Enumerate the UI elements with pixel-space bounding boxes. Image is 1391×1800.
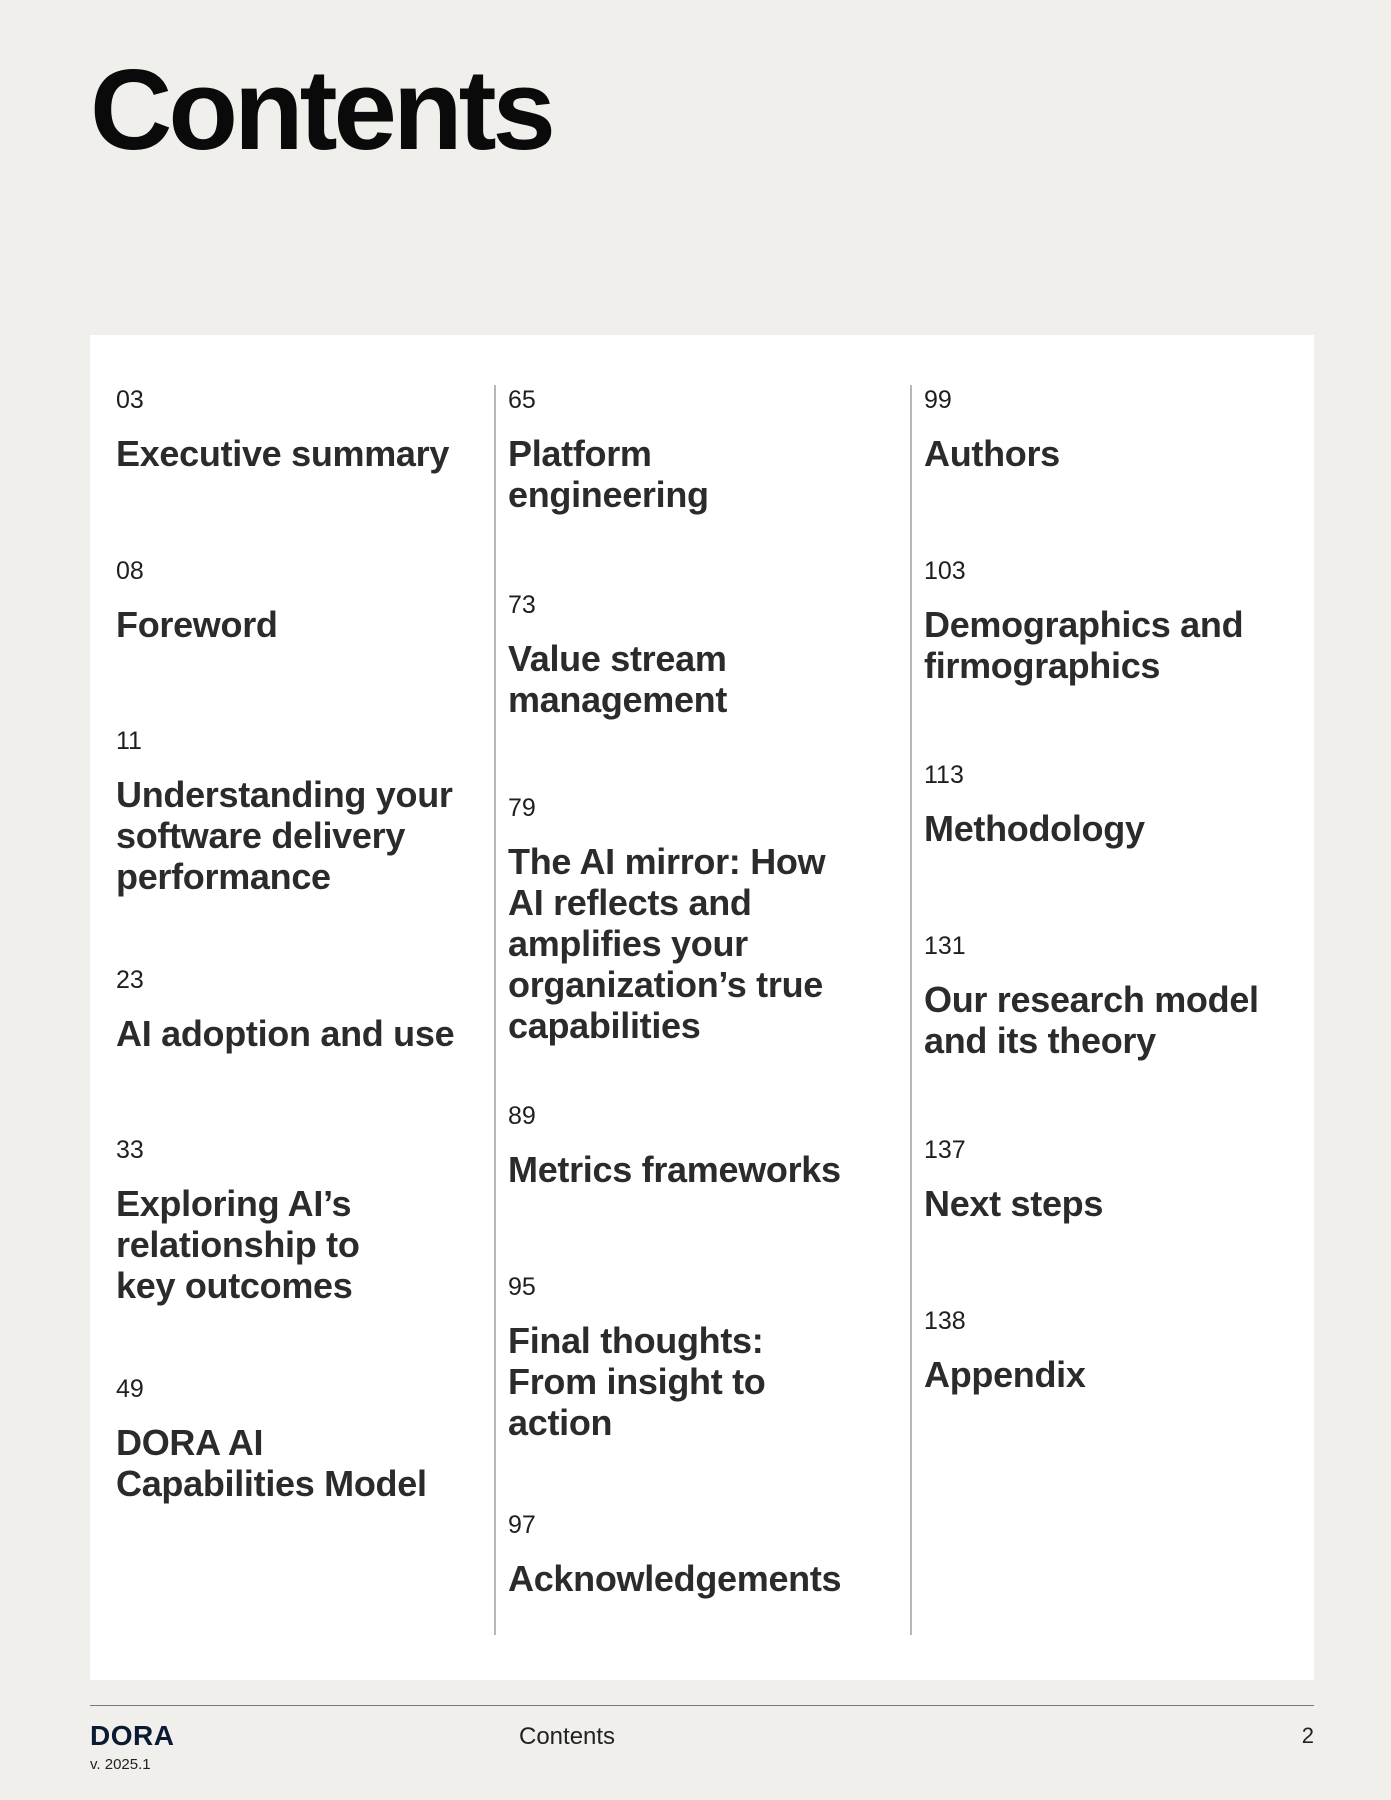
toc-entry-software-delivery[interactable] [116, 726, 484, 897]
toc-title: Understanding your software delivery performance [116, 774, 453, 897]
toc-entry-ai-mirror[interactable] [508, 793, 902, 1046]
toc-page-number: 113 [924, 761, 964, 789]
toc-title: Final thoughts: From insight to action [508, 1320, 766, 1443]
toc-page-number: 03 [116, 386, 144, 414]
toc-title: Acknowledgements [508, 1558, 842, 1599]
toc-page-number: 73 [508, 591, 536, 619]
toc-entry-appendix[interactable] [924, 1306, 1306, 1395]
toc-entry-authors[interactable] [924, 385, 1306, 474]
toc-entry-next-steps[interactable] [924, 1135, 1306, 1224]
toc-page-number: 11 [116, 727, 142, 755]
toc-page-number: 79 [508, 794, 536, 822]
toc-entry-demographics[interactable] [924, 556, 1306, 686]
toc-title: AI adoption and use [116, 1013, 455, 1054]
toc-page-number: 103 [924, 557, 966, 585]
toc-entry-foreword[interactable] [116, 556, 484, 645]
toc-column-1 [116, 385, 494, 1635]
toc-title: Our research model and its theory [924, 979, 1259, 1061]
toc-panel [90, 335, 1314, 1680]
toc-title: Foreword [116, 604, 278, 645]
toc-page-number: 33 [116, 1136, 144, 1164]
toc-entry-value-stream[interactable] [508, 590, 902, 720]
toc-entry-executive-summary[interactable] [116, 385, 484, 474]
toc-entry-ai-outcomes[interactable] [116, 1135, 484, 1306]
toc-title: Demographics and firmographics [924, 604, 1244, 686]
toc-title: Authors [924, 433, 1060, 474]
toc-entry-dora-ai-model[interactable] [116, 1374, 484, 1504]
toc-entry-final-thoughts[interactable] [508, 1272, 902, 1443]
page-title: Contents [90, 47, 552, 174]
toc-column-3 [910, 385, 1316, 1635]
footer-version: v. 2025.1 [90, 1756, 151, 1773]
toc-column-2 [494, 385, 912, 1635]
toc-page-number: 97 [508, 1511, 536, 1539]
toc-entry-acknowledgements[interactable] [508, 1510, 902, 1599]
toc-entry-research-model[interactable] [924, 931, 1306, 1061]
toc-title: Metrics frameworks [508, 1149, 841, 1190]
toc-title: Next steps [924, 1183, 1104, 1224]
toc-title: Exploring AI’s relationship to key outcomes [116, 1183, 360, 1306]
toc-page-number: 23 [116, 966, 144, 994]
toc-page-number: 95 [508, 1273, 536, 1301]
toc-title: The AI mirror: How AI reflects and amplifies your organization’s true capabilities [508, 841, 826, 1046]
toc-title: Platform engineering [508, 433, 709, 515]
footer-section-label: Contents [519, 1723, 616, 1750]
toc-title: Methodology [924, 808, 1145, 849]
toc-entry-platform-engineering[interactable] [508, 385, 902, 515]
toc-entry-ai-adoption[interactable] [116, 965, 484, 1054]
toc-page-number: 08 [116, 557, 144, 585]
toc-page-number: 131 [924, 932, 966, 960]
toc-page-number: 138 [924, 1307, 966, 1335]
toc-entry-methodology[interactable] [924, 760, 1306, 849]
toc-page-number: 89 [508, 1102, 536, 1130]
toc-page-number: 99 [924, 386, 952, 414]
toc-title: Appendix [924, 1354, 1086, 1395]
toc-page-number: 65 [508, 386, 536, 414]
toc-title: DORA AI Capabilities Model [116, 1422, 427, 1504]
toc-title: Executive summary [116, 433, 450, 474]
footer-divider [90, 1705, 1314, 1706]
toc-title: Value stream management [508, 638, 728, 720]
toc-entry-metrics-frameworks[interactable] [508, 1101, 902, 1190]
dora-logo: DORA [90, 1720, 175, 1751]
toc-page-number: 49 [116, 1375, 144, 1403]
footer-page-number: 2 [1301, 1723, 1314, 1748]
toc-page-number: 137 [924, 1136, 966, 1164]
